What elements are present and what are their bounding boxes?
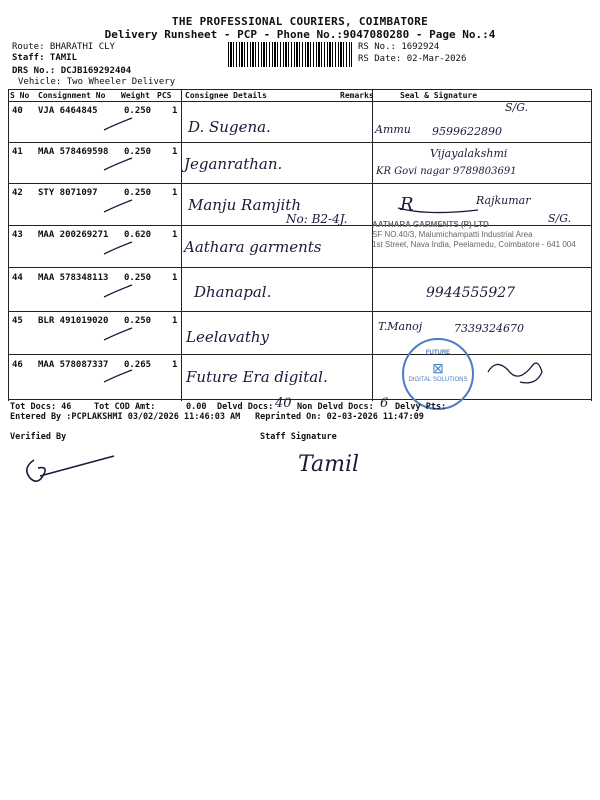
cell-pcs: 1 — [172, 106, 178, 116]
entered-by: Entered By :PCPLAKSHMI 03/02/2026 11:46:03 AM — [10, 412, 241, 422]
col-header-seal: Seal & Signature — [400, 91, 478, 100]
cell-sno: 42 — [12, 188, 23, 198]
non-delvd-value: 6 — [380, 396, 389, 411]
cell-weight: 0.620 — [124, 230, 152, 240]
seal-address: KR Govi nagar 9789803691 — [376, 166, 517, 177]
rs-date: RS Date: 02-Mar-2026 — [358, 54, 467, 64]
cell-consignee: Aathara garments — [184, 238, 322, 256]
cell-sno: 46 — [12, 360, 23, 370]
cell-consignment: MAA 578469598 — [38, 147, 109, 157]
col-header-remarks: Remarks — [340, 91, 374, 100]
round-seal-bottom: DIGITAL SOLUTIONS — [408, 377, 468, 383]
seal-phone: 9599622890 — [432, 125, 502, 138]
cell-consignment: MAA 200269271 — [38, 230, 109, 240]
cell-sno: 41 — [12, 147, 23, 157]
cell-weight: 0.250 — [124, 316, 152, 326]
cell-weight: 0.250 — [124, 188, 152, 198]
tot-cod-label: Tot COD Amt: — [94, 402, 156, 412]
stamp-line1: SF NO.40/3, Malumichampatti Industrial Area — [372, 230, 533, 239]
seal-phone: 9944555927 — [426, 285, 516, 301]
stamp-company: AATHARA GARMENTS (P) LTD — [372, 220, 489, 229]
round-seal-top: FUTURE — [425, 350, 451, 356]
cell-pcs: 1 — [172, 273, 178, 283]
cell-weight: 0.250 — [124, 147, 152, 157]
staff-signature-label: Staff Signature — [260, 432, 337, 442]
cell-weight: 0.265 — [124, 360, 152, 370]
cell-consignee: Manju Ramjith — [188, 196, 301, 214]
seal-text: Vijayalakshmi — [430, 147, 508, 160]
delvd-docs-value: 40 — [275, 396, 292, 411]
seal-sg: S/G. — [548, 212, 572, 225]
cell-pcs: 1 — [172, 188, 178, 198]
cell-pcs: 1 — [172, 147, 178, 157]
seal-sign: Ammu — [375, 123, 411, 136]
cell-sno: 40 — [12, 106, 23, 116]
tot-docs: Tot Docs: 46 — [10, 402, 72, 412]
cell-weight: 0.250 — [124, 273, 152, 283]
col-header-pcs: PCS — [157, 91, 172, 100]
route: Route: BHARATHI CLY — [12, 42, 115, 52]
cell-sno: 44 — [12, 273, 23, 283]
cell-pcs: 1 — [172, 230, 178, 240]
seal-text: Rajkumar — [476, 194, 531, 207]
delvy-pts-label: Delvy Pts: — [395, 402, 447, 412]
verified-signature — [20, 448, 140, 498]
vehicle: Vehicle: Two Wheeler Delivery — [18, 77, 176, 87]
seal-name: T.Manoj — [378, 320, 423, 333]
cell-pcs: 1 — [172, 360, 178, 370]
company-title: THE PROFESSIONAL COURIERS, COIMBATORE — [171, 15, 429, 28]
cell-consignee: Jeganrathan. — [184, 155, 283, 173]
cell-consignment: MAA 578087337 — [38, 360, 109, 370]
cell-consignee-line2: No: B2-4J. — [286, 212, 348, 226]
seal-phone: 7339324670 — [454, 322, 524, 335]
non-delvd-label: Non Delvd Docs: — [297, 402, 374, 412]
cell-consignment: VJA 6464845 — [38, 106, 98, 116]
rs-no: RS No.: 1692924 — [358, 42, 440, 52]
tot-cod-value: 0.00 — [186, 402, 207, 412]
cell-sno: 43 — [12, 230, 23, 240]
cell-consignee: Dhanapal. — [194, 283, 272, 301]
delvd-docs-label: Delvd Docs: — [217, 402, 274, 412]
seal-text: S/G. — [505, 101, 529, 114]
cell-consignee: Leelavathy — [186, 328, 270, 346]
cell-consignment: BLR 491019020 — [38, 316, 109, 326]
cell-sno: 45 — [12, 316, 23, 326]
stamp-line2: 1st Street, Nava India, Peelamedu, Coimbatore - 641 004 — [372, 240, 576, 249]
cell-consignee: Future Era digital. — [186, 368, 328, 386]
col-header-sno: S No — [10, 91, 30, 100]
reprinted-on: Reprinted On: 02-03-2026 11:47:09 — [255, 412, 424, 422]
col-header-consignee: Consignee Details — [185, 91, 267, 100]
cell-consignment: MAA 578348113 — [38, 273, 109, 283]
cell-consignee: D. Sugena. — [188, 118, 271, 136]
col-header-consignment: Consignment No — [38, 91, 106, 100]
runsheet-subtitle: Delivery Runsheet - PCP - Phone No.:9047080280 - Page No.:4 — [104, 28, 496, 41]
round-seal-mark: ⊠ — [432, 360, 444, 376]
seal-sign: R — [400, 194, 414, 215]
verified-by-label: Verified By — [10, 432, 67, 442]
cell-weight: 0.250 — [124, 106, 152, 116]
col-header-weight: Weight — [121, 91, 150, 100]
cell-pcs: 1 — [172, 316, 178, 326]
cell-consignment: STY 8071097 — [38, 188, 98, 198]
staff-signature: Tamil — [298, 452, 360, 477]
staff: Staff: TAMIL — [12, 53, 78, 63]
drs-no: DRS No.: DCJB169292404 — [12, 66, 132, 76]
